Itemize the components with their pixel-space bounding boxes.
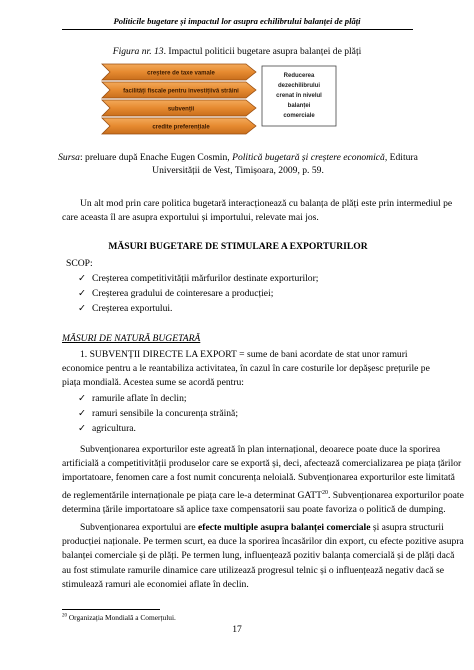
result-box <box>262 66 336 126</box>
running-header: Politicile bugetare și impactul lor asupra echilibrului balanței de plăți <box>113 16 361 26</box>
page-number: 17 <box>232 624 242 635</box>
gatt-line: de reglementările internaționale pe piața care le-a determinat GATT$^{20}$. Subvenționarea exporturilor poate <box>62 489 464 501</box>
subsidies-line-3: piața mondială. Acestea sume se acordă pentru: <box>62 377 244 389</box>
arrow-label-customs: creștere de taxe vamale <box>147 70 215 77</box>
checkmark-icon: ✓ <box>78 423 87 434</box>
arrow-fiscal-facilities <box>102 82 256 98</box>
checkmark-icon: ✓ <box>78 408 87 419</box>
subsidy-item: ✓ agricultura. <box>78 423 136 434</box>
bold-emphasis: efecte multiple asupra balanței comerciale <box>198 522 371 533</box>
figure-number: Figura nr. 13 <box>112 46 164 57</box>
paragraph-effects: Subvenționarea exportului are efecte multiple asupra balanței comerciale și asupra structurii producției naționale. Pe termen scurt, ea duce la sporirea încasărilor din export, cu efecte pozitive asupra balanței comerciale și de plăți. Pe termen lung, influențează pozitiv balanța comercială și de plăți dacă au fost stimulate ramurile dinamice care utilizează progresul telnic și o influențează negativ dacă se stimulează ramuri ale economiei aflate în declin. <box>62 522 464 590</box>
subsidies-term: 1. SUBVENȚII DIRECTE LA EXPORT <box>80 349 237 360</box>
source-title: Politică bugetară și creștere economică <box>232 152 385 163</box>
checkmark-icon: ✓ <box>78 303 87 314</box>
budget-impact-diagram <box>96 62 396 142</box>
figure-source <box>58 151 418 177</box>
section-heading: MĂSURI BUGETARE DE STIMULARE A EXPORTURILOR <box>108 241 368 252</box>
scop-label: SCOP: <box>66 258 93 269</box>
footnote-text: Organizația Mondială a Comerțului. <box>67 613 176 622</box>
result-line-1: Reducerea <box>283 73 315 79</box>
arrow-label-subsidies: subvenții <box>167 106 195 113</box>
footnote-rule <box>62 609 160 610</box>
source-line-1 <box>58 151 418 164</box>
source-suffix: , Editura <box>384 152 418 163</box>
arrow-label-fiscal: facilități fiscale pentru investițiivă străini <box>123 88 239 95</box>
source-prefix: : preluare după Enache Eugen Cosmin, <box>79 152 233 163</box>
arrow-label-credits: credite preferențiale <box>152 124 210 131</box>
footnote-number: 20 <box>62 613 67 619</box>
checkmark-icon: ✓ <box>78 393 87 404</box>
intro-paragraph <box>62 197 453 225</box>
paragraph-export-subsidies: Subvenționarea exporturilor este agreată în plan internațional, deoarece poate duce la sporirea artificială a competitivității produselor care se exportă și, deci, afectează comercializarea pe piața țărilor importatoare, fenomen care a fost numit concurența neloială. Subvenționarea exporturilor este limitată de reglementările internaționale pe piața care le-a determinat GATT$^{20}$. Subvenționarea exporturilor poate determina țările importatoare să aplice taxe compensatorii sau poate favoriza o politică de dumping. <box>62 444 464 515</box>
checkmark-icon: ✓ <box>78 273 87 284</box>
subsidy-item: ✓ ramuri sensibile la concurența străină; <box>78 408 238 419</box>
scop-item: ✓ Creșterea gradului de cointeresare a producției; <box>78 288 274 299</box>
subsidy-item: ✓ ramurile aflate în declin; <box>78 393 187 404</box>
arrow-subsidies <box>102 100 256 116</box>
figure-caption <box>0 46 474 57</box>
subsidies-line-1: 1. SUBVENȚII DIRECTE LA EXPORT = sume de bani acordate de stat unor ramuri <box>80 349 408 360</box>
intro-line-1: Un alt mod prin care politica bugetară interacționează cu balanța de plăți este prin intermediul pe <box>80 198 453 209</box>
arrow-preferential-credits <box>102 118 256 134</box>
result-line-2: dezechilibrului <box>277 83 321 89</box>
scop-item: ✓ Creșterea competitivității mărfurilor destinate exporturilor; <box>78 273 319 284</box>
source-line-2: Universității de Vest, Timișoara, 2009, p. 59. <box>152 165 324 176</box>
checkmark-icon: ✓ <box>78 288 87 299</box>
intro-line-2: care aceasta îl are asupra exportului și importului, relevate mai jos. <box>62 212 319 224</box>
direct-subsidies-paragraph <box>62 348 430 391</box>
arrow-customs-taxes <box>102 64 256 80</box>
footnote-ref: 20 <box>321 489 328 496</box>
subsidies-line-2: economice pentru a le reantabiliza activitatea, în cazul în care costurile lor depășesc prețurile pe <box>62 363 430 375</box>
source-label: Sursa <box>58 152 80 163</box>
result-line-3: crenat în nivelul <box>276 93 322 99</box>
footnote <box>62 613 176 622</box>
figure-caption-text: . Impactul politicii bugetare asupra balanței de plăți <box>163 46 362 57</box>
result-line-4: balanței <box>287 103 311 109</box>
result-line-5: comerciale <box>283 113 315 119</box>
header-rule <box>62 29 413 30</box>
scop-item: ✓ Creșterea exportului. <box>78 303 173 314</box>
budget-measures-subheading: MĂSURI DE NATURĂ BUGETARĂ <box>62 333 201 344</box>
